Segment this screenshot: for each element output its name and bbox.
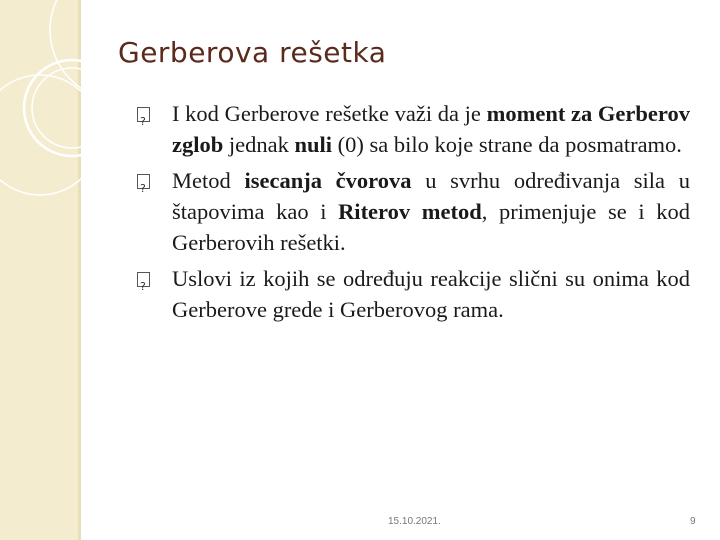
bold-run: Riterov metod — [338, 199, 482, 224]
bullet-list — [172, 98, 690, 330]
bullet-icon — [137, 107, 150, 122]
text-run: u svrhu određivanja sila u štapovima kao i — [172, 168, 690, 224]
bullet-text — [172, 101, 690, 157]
bullet-text — [172, 168, 690, 255]
page-number: 9 — [690, 516, 696, 527]
text-run: Uslovi iz kojih se određuju reakcije slični su onima kod Gerberove grede i Gerberovog rama. — [172, 266, 690, 322]
bold-run: nuli — [294, 132, 333, 157]
text-run: jednak — [223, 132, 295, 157]
text-run: , primenjuje se i kod Gerberovih rešetki. — [172, 199, 690, 255]
bullet-text — [172, 266, 690, 322]
text-run: I kod Gerberove rešetke važi da je — [172, 101, 487, 126]
text-run: Metod — [172, 168, 245, 193]
bold-run: isecanja čvorova — [244, 168, 412, 193]
text-run: (0) sa bilo koje strane da posmatramo. — [332, 132, 682, 157]
bullet-icon — [137, 272, 150, 287]
footer-date: 15.10.2021. — [388, 516, 441, 527]
bullet-icon — [137, 174, 150, 189]
bold-run: moment za Gerberov zglob — [172, 101, 690, 157]
bullet-item — [172, 165, 690, 258]
slide-title: Gerberova rešetka — [118, 36, 387, 69]
decorative-circles — [0, 0, 160, 230]
bullet-item — [172, 98, 690, 160]
bullet-item — [172, 263, 690, 325]
